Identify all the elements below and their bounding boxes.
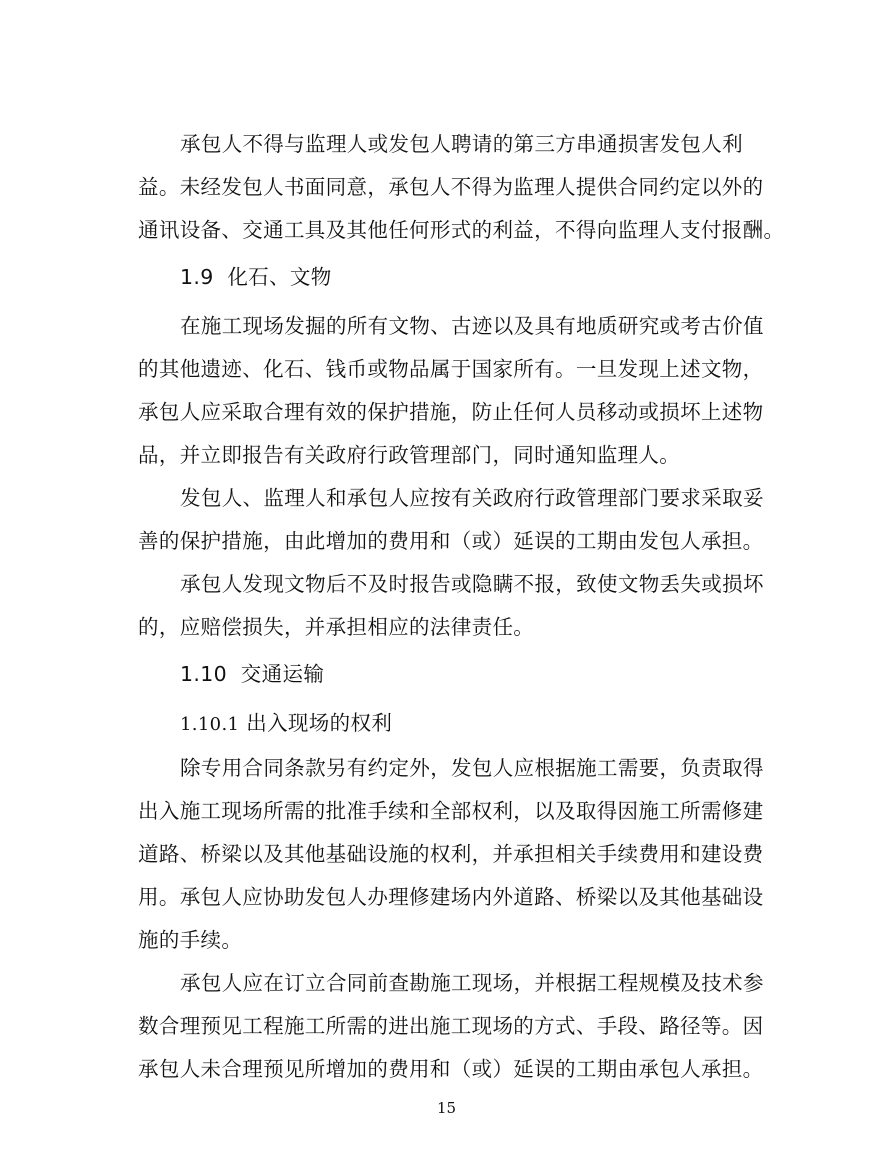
paragraph-2-line-1: 在施工现场发掘的所有文物、古迹以及具有地质研究或考古价值 (180, 314, 764, 338)
paragraph-6-line-3: 承包人未合理预见所增加的费用和（或）延误的工期由承包人承担。 (138, 1057, 764, 1081)
section-heading-1-10: 1.10 交通运输 (180, 662, 325, 686)
paragraph-6-line-1: 承包人应在订立合同前查勘施工现场，并根据工程规模及技术参 (180, 971, 764, 995)
paragraph-4-line-2: 的，应赔偿损失，并承担相应的法律责任。 (138, 615, 535, 639)
subsection-title: 出入现场的权利 (246, 711, 393, 735)
section-heading-1-9: 1.9 化石、文物 (180, 265, 332, 289)
paragraph-6-line-2: 数合理预见工程施工所需的进出施工现场的方式、手段、路径等。因 (138, 1014, 764, 1038)
subsection-heading-1-10-1 (180, 709, 392, 739)
paragraph-1-line-3: 通讯设备、交通工具及其他任何形式的利益，不得向监理人支付报酬。 (138, 218, 785, 242)
paragraph-3-line-2: 善的保护措施，由此增加的费用和（或）延误的工期由发包人承担。 (138, 529, 764, 553)
page-number: 15 (436, 1099, 457, 1117)
paragraph-5-line-3: 道路、桥梁以及其他基础设施的权利，并承担相关手续费用和建设费 (138, 842, 764, 866)
subsection-number: 1.10.1 (180, 714, 240, 735)
paragraph-5-line-4: 用。承包人应协助发包人办理修建场内外道路、桥梁以及其他基础设 (138, 885, 764, 909)
paragraph-2-line-2: 的其他遗迹、化石、钱币或物品属于国家所有。一旦发现上述文物， (138, 357, 764, 381)
paragraph-4-line-1: 承包人发现文物后不及时报告或隐瞒不报，致使文物丢失或损坏 (180, 572, 764, 596)
paragraph-1-line-2: 益。未经发包人书面同意，承包人不得为监理人提供合同约定以外的 (138, 175, 764, 199)
paragraph-2-line-4: 品，并立即报告有关政府行政管理部门，同时通知监理人。 (138, 443, 681, 467)
paragraph-5-line-5: 施的手续。 (138, 928, 243, 952)
paragraph-5-line-2: 出入施工现场所需的批准手续和全部权利，以及取得因施工所需修建 (138, 799, 764, 823)
paragraph-1-line-1: 承包人不得与监理人或发包人聘请的第三方串通损害发包人利 (180, 132, 743, 156)
paragraph-5-line-1: 除专用合同条款另有约定外，发包人应根据施工需要，负责取得 (180, 756, 764, 780)
paragraph-3-line-1: 发包人、监理人和承包人应按有关政府行政管理部门要求采取妥 (180, 486, 764, 510)
paragraph-2-line-3: 承包人应采取合理有效的保护措施，防止任何人员移动或损坏上述物 (138, 400, 764, 424)
